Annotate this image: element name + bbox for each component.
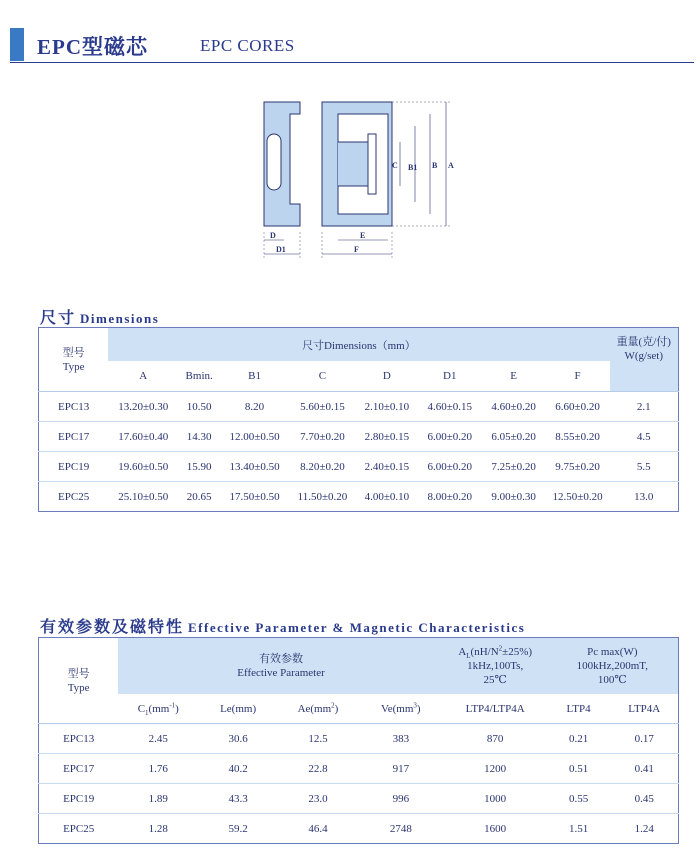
col-f-header: F <box>574 370 581 382</box>
col-e-header: E <box>510 370 518 382</box>
col-b1-header: B1 <box>248 370 261 382</box>
dim-label-c: C <box>392 161 398 170</box>
table-row: EPC17 1.76 40.2 22.8 917 1200 0.51 0.41 <box>39 754 679 784</box>
col-ve-header: $Ve(mm^3)$ <box>381 700 421 715</box>
table-row: EPC13 13.20±0.30 10.50 8.20 5.60±0.15 2.10±0.10 4.60±0.15 4.60±0.20 6.60±0.20 2.1 <box>39 392 679 422</box>
col-le-header: Le(mm) <box>220 702 257 715</box>
page-subtitle: EPC CORES <box>200 36 295 55</box>
col-d-header: D <box>382 370 391 382</box>
dim-label-d1: D1 <box>276 245 286 254</box>
col-pc-ltp4-header: LTP4 <box>566 702 591 715</box>
dimensions-title-en: Dimensions <box>80 311 160 326</box>
col-pc-ltp4a-header: LTP4A <box>628 702 661 715</box>
effective-title-en: Effective Parameter & Magnetic Characteristics <box>188 620 526 635</box>
col-a-header: A <box>139 370 148 382</box>
effective-table <box>38 637 679 844</box>
effective-section-title <box>40 614 525 637</box>
page-title: EPC型磁芯 <box>37 35 148 59</box>
dim-label-b: B <box>432 161 438 170</box>
dim-label-f: F <box>354 245 359 254</box>
dim-label-e: E <box>360 231 366 240</box>
dimensions-type-header: 型号 Type <box>62 346 85 373</box>
col-al-material-header: LTP4/LTP4A <box>465 702 525 715</box>
effective-type-header: 型号 Type <box>67 667 90 694</box>
epc-core-drawing <box>250 90 460 270</box>
col-c1-header: $C_1(mm^{-1})$ <box>137 700 179 717</box>
table-row: EPC13 2.45 30.6 12.5 383 870 0.21 0.17 <box>39 724 679 754</box>
col-c-header: C <box>318 370 327 382</box>
table-row: EPC25 25.10±0.50 20.65 17.50±0.50 11.50±0.20 4.00±0.10 8.00±0.20 9.00±0.30 12.50±0.20 13.0 <box>39 482 679 512</box>
dimensions-title-cn: 尺寸 <box>40 310 77 327</box>
effective-title-cn: 有效参数及磁特性 <box>40 619 185 636</box>
col-ae-header: $Ae(mm^2)$ <box>297 700 339 715</box>
al-header: $A_L(nH/N^2\pm 25\%)$ 1kHz,100Ts, 25℃ <box>444 638 547 695</box>
col-d1-header: D1 <box>443 370 457 382</box>
page-header <box>10 26 694 63</box>
col-bmin-header: Bmin. <box>185 370 213 382</box>
side-view-slot <box>267 134 281 190</box>
table-row: EPC19 19.60±0.50 15.90 13.40±0.50 8.20±0.20 2.40±0.15 6.00±0.20 7.25±0.20 9.75±0.20 5.5 <box>39 452 679 482</box>
header-accent-bar <box>10 28 24 61</box>
weight-header: 重量(克/付) W(g/set) <box>610 328 679 392</box>
table-row: EPC19 1.89 43.3 23.0 996 1000 0.55 0.45 <box>39 784 679 814</box>
dimensions-group-header: 尺寸Dimensions（mm） <box>108 328 609 362</box>
dimensions-section-title <box>40 305 159 328</box>
dim-label-b1: B1 <box>408 163 418 172</box>
dimensions-table <box>38 327 679 512</box>
table-row: EPC25 1.28 59.2 46.4 2748 1600 1.51 1.24 <box>39 814 679 844</box>
dim-label-a: A <box>448 161 454 170</box>
table-row: EPC17 17.60±0.40 14.30 12.00±0.50 7.70±0.20 2.80±0.15 6.00±0.20 6.05±0.20 8.55±0.20 4.5 <box>39 422 679 452</box>
effective-group-header: 有效参数 Effective Parameter <box>118 638 443 695</box>
pc-header: Pc max(W) 100kHz,200mT, 100℃ <box>547 638 679 695</box>
dim-label-d: D <box>270 231 276 240</box>
